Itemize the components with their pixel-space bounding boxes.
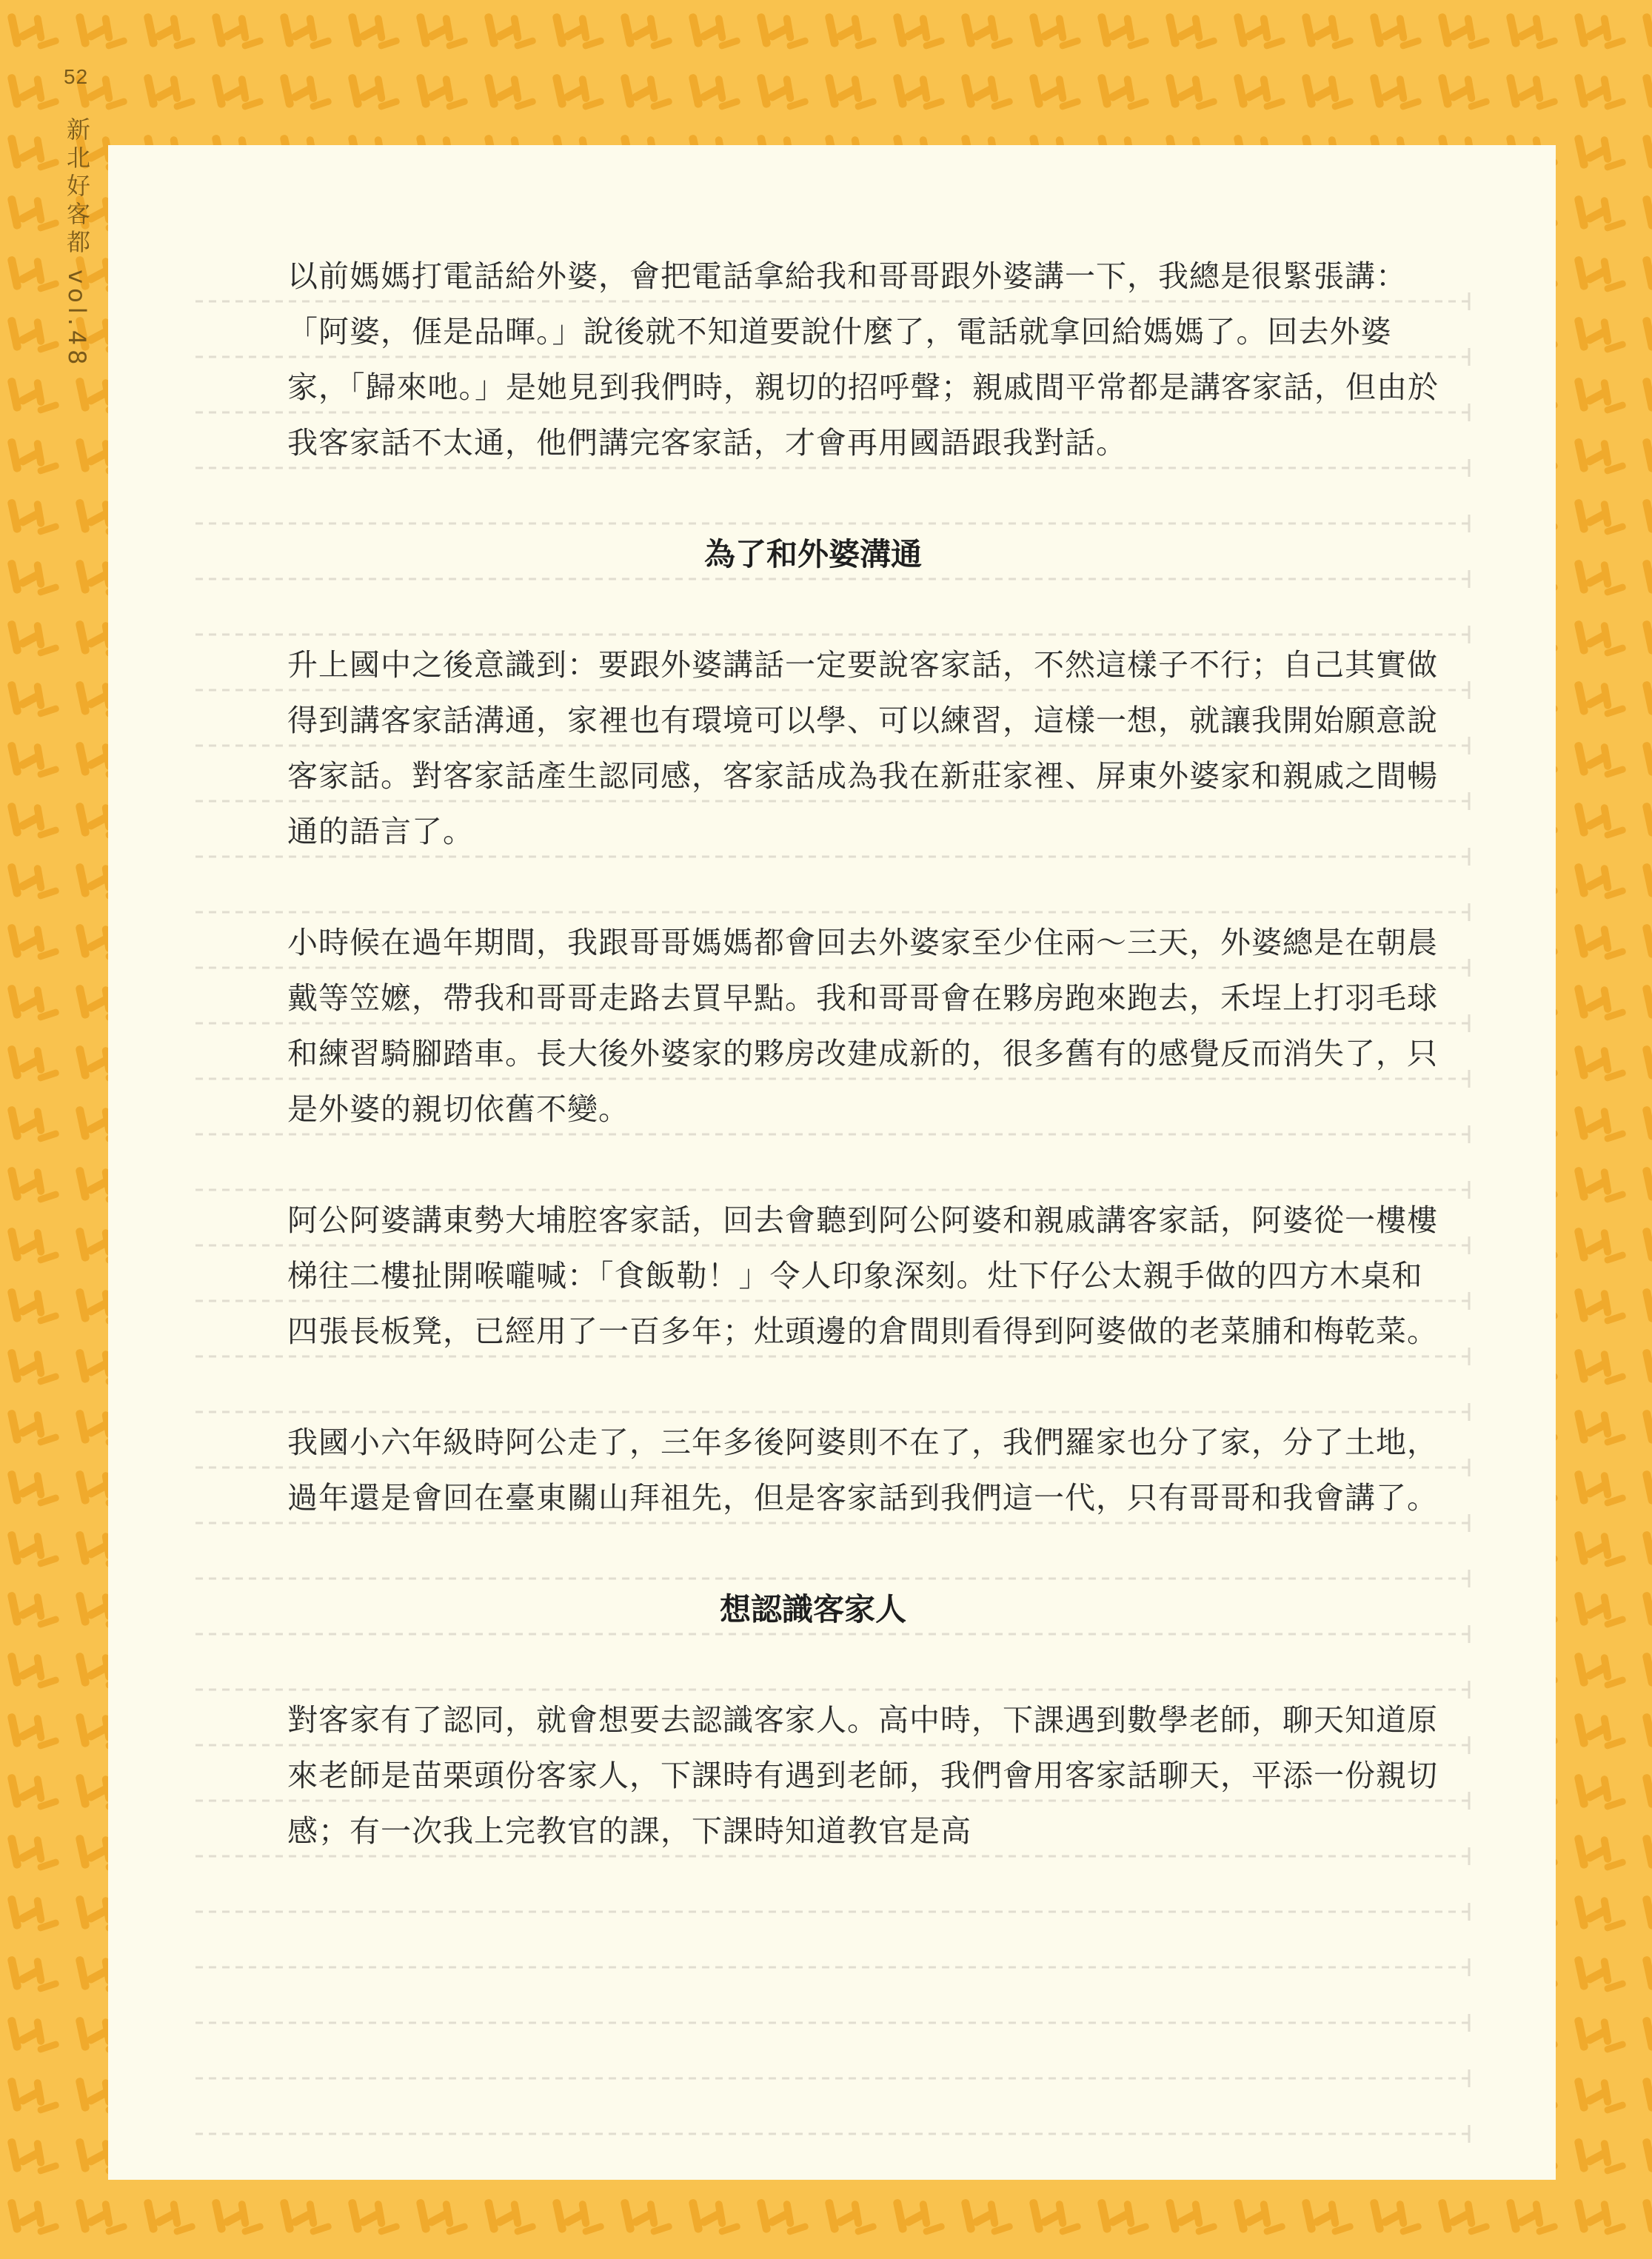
paragraph-spacer (287, 1637, 1442, 1693)
article-paragraph: 阿公阿婆講東勢大埔腔客家話，回去會聽到阿公阿婆和親戚講客家話，阿婆從一樓樓梯往二樓扯開喉嚨喊：「食飯勒！」令人印象深刻。灶下仔公太親手做的四方木桌和四張長板凳，已經用了一百多年；灶頭邊的倉間則看得到阿婆做的老菜脯和梅乾菜。 (287, 1202, 1438, 1349)
section-heading: 為了和外婆溝通 (703, 536, 922, 572)
article-paragraph: 升上國中之後意識到：要跟外婆講話一定要說客家話，不然這樣子不行；自己其實做得到講客家話溝通，家裡也有環境可以學、可以練習，這樣一想，就讓我開始願意說客家話。對客家話產生認同感，客家話成為我在新莊家裡、屏東外婆家和親戚之間暢通的語言了。 (287, 647, 1438, 849)
paragraph-spacer (287, 860, 1442, 915)
paragraph-spacer (287, 582, 1442, 637)
paragraph-spacer (287, 1137, 1442, 1193)
article-paragraph: 小時候在過年期間，我跟哥哥媽媽都會回去外婆家至少住兩～三天，外婆總是在朝晨戴等笠嬷，帶我和哥哥走路去買早點。我和哥哥會在夥房跑來跑去，禾埕上打羽毛球和練習騎腳踏車。長大後外婆家的夥房改建成新的，很多舊有的感覺反而消失了，只是外婆的親切依舊不變。 (287, 925, 1438, 1127)
magazine-title: 新北好客都 vol.48 (63, 117, 91, 369)
page-number: 52 (64, 65, 89, 88)
article-body (287, 249, 1442, 1859)
paper-sheet (108, 145, 1556, 2180)
section-heading: 想認識客家人 (719, 1591, 906, 1627)
paragraph-spacer (287, 471, 1442, 526)
paragraph-spacer (287, 1359, 1442, 1415)
article-paragraph: 以前媽媽打電話給外婆，會把電話拿給我和哥哥跟外婆講一下，我總是很緊張講：「阿婆，𠊎是品暉。」說後就不知道要說什麼了，電話就拿回給媽媽了。回去外婆家，「歸來吔。」是她見到我們時，親切的招呼聲；親戚間平常都是講客家話，但由於我客家話不太通，他們講完客家話，才會再用國語跟我對話。 (287, 258, 1439, 461)
article-paragraph: 我國小六年級時阿公走了，三年多後阿婆則不在了，我們羅家也分了家，分了土地，過年還是會回在臺東關山拜祖先，但是客家話到我們這一代，只有哥哥和我會講了。 (287, 1425, 1438, 1516)
paragraph-spacer (287, 1526, 1442, 1582)
article-paragraph: 對客家有了認同，就會想要去認識客家人。高中時，下課遇到數學老師，聊天知道原來老師是苗栗頭份客家人，下課時有遇到老師，我們會用客家話聊天，平添一份親切感；有一次我上完教官的課，下課時知道教官是高 (287, 1702, 1438, 1849)
